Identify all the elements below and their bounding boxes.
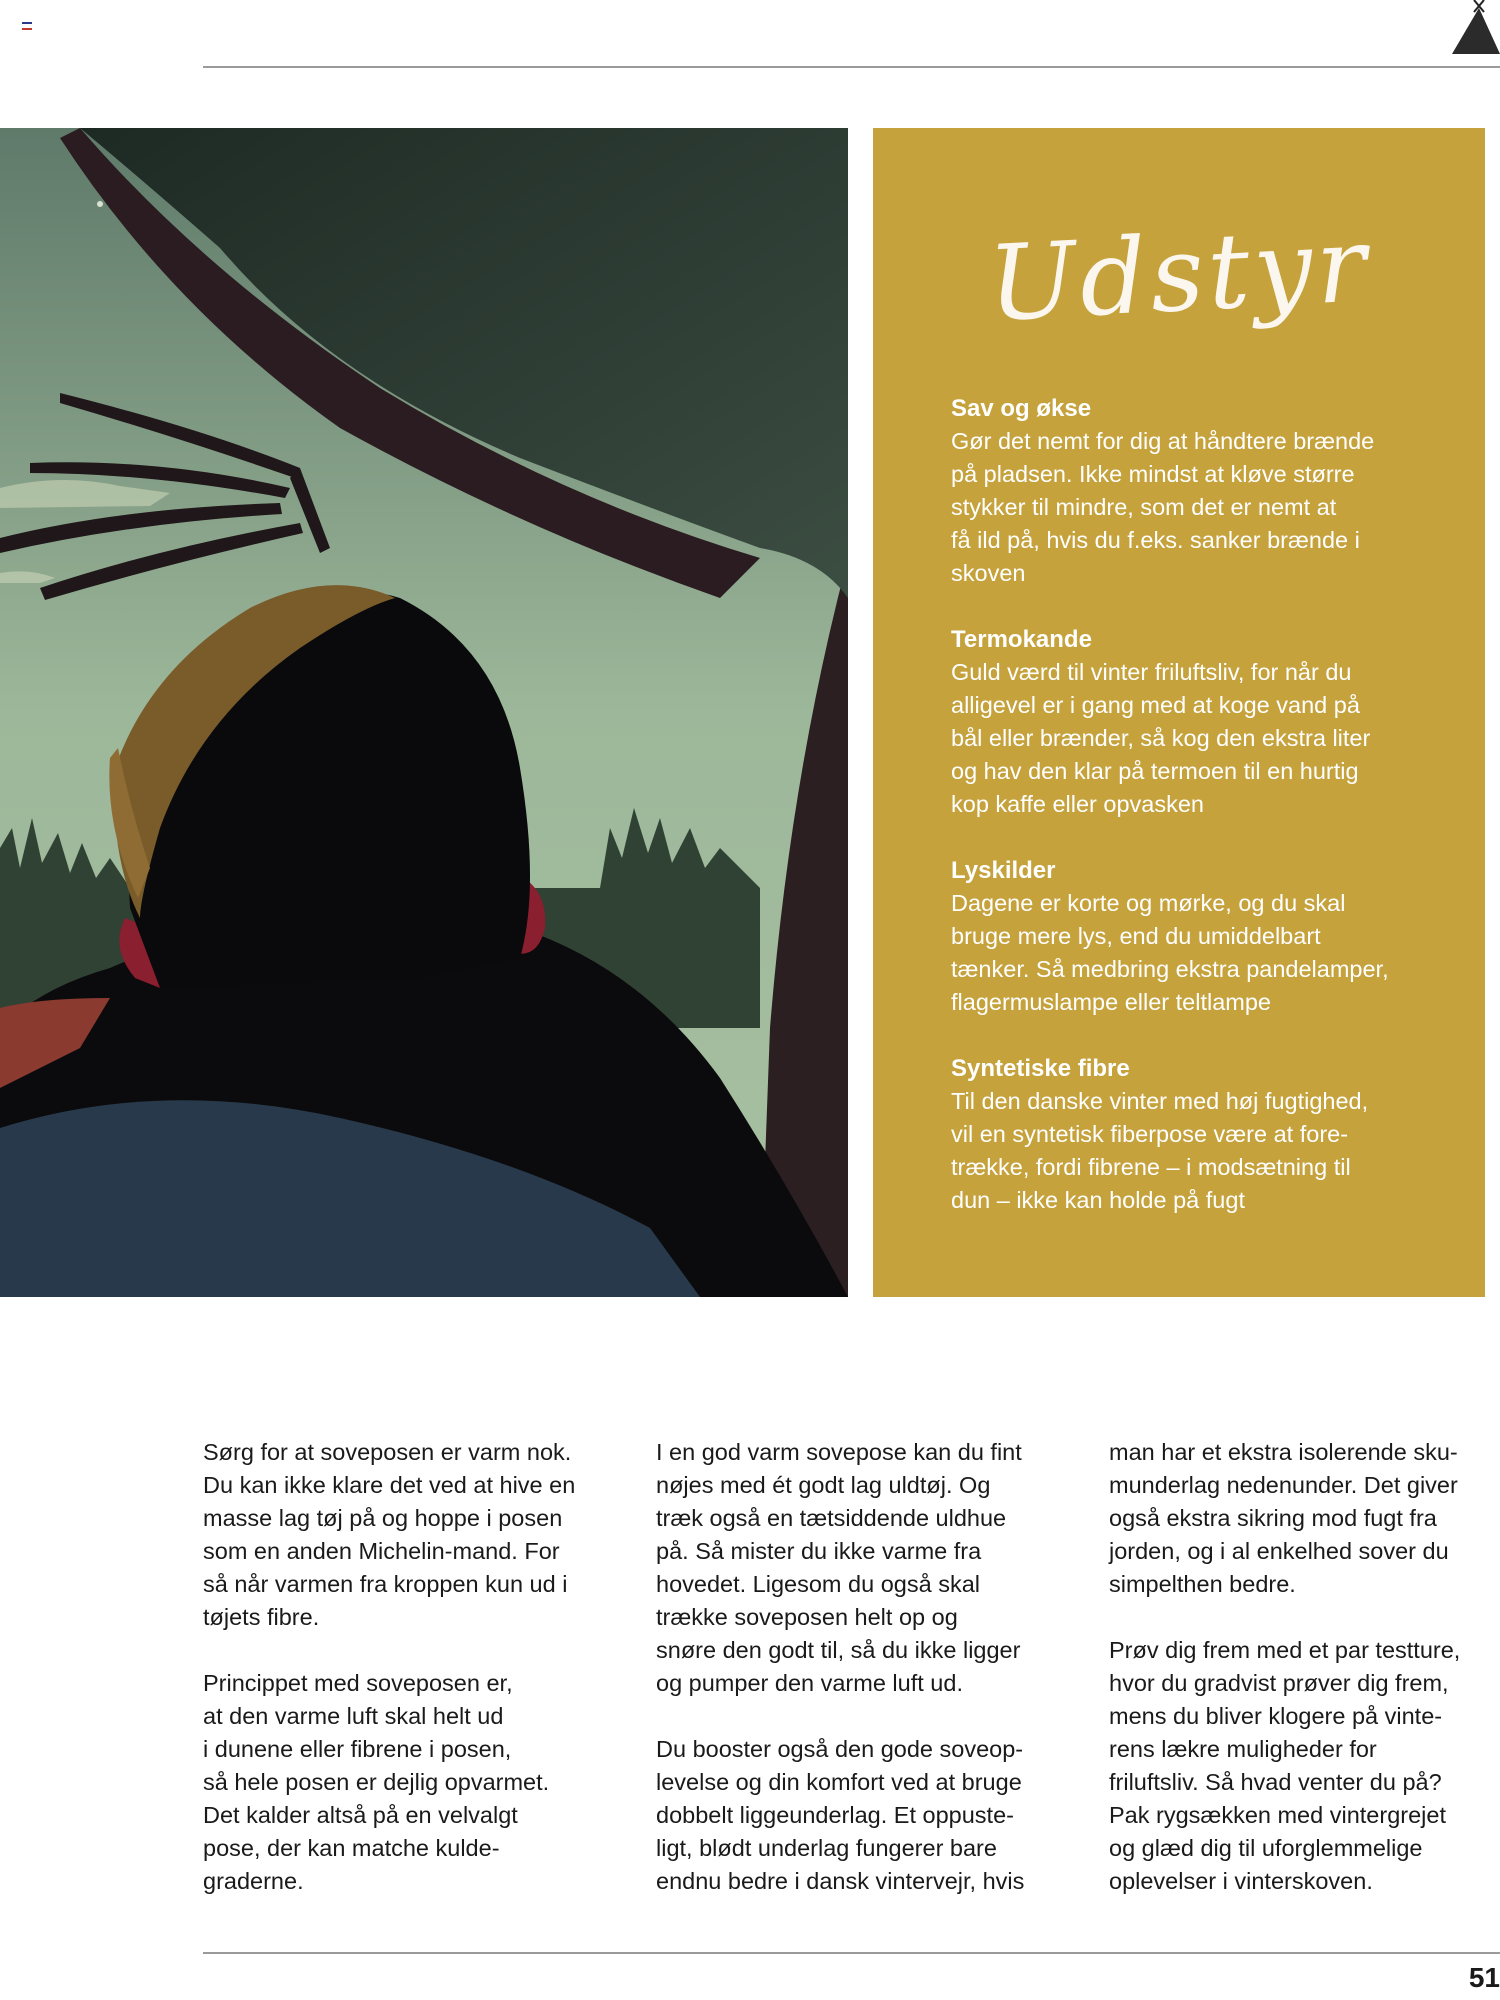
gear-box <box>873 128 1485 1297</box>
bottom-divider <box>203 1952 1500 1954</box>
body-paragraph: Sørg for at soveposen er varm nok. Du kan ikke klare det ved at hive en masse lag tøj på og hoppe i posen som en anden Michelin-mand. For så når varmen fra kroppen kun ud i tøjets fibre. <box>203 1439 576 1630</box>
body-column-1 <box>203 1436 603 1931</box>
hero-illustration <box>0 128 848 1297</box>
gear-item-body: Til den danske vinter med høj fugtighed, vil en syntetisk fiberpose være at fore- trække, fordi fibrene – i modsætning til dun – ikke kan holde på fugt <box>951 1088 1369 1213</box>
gear-item <box>951 1052 1451 1217</box>
gear-item-heading: Termokande <box>951 626 1092 653</box>
gear-item-heading: Lyskilder <box>951 857 1056 884</box>
body-paragraph: Du booster også den gode soveop- levelse og din komfort ved at bruge dobbelt liggeunderlag. Et oppuste- ligt, blødt underlag fungerer bare endnu bedre i dansk vintervejr, hvis <box>656 1736 1025 1894</box>
flag-icon <box>22 22 32 30</box>
gear-item-body: Guld værd til vinter friluftsliv, for når du alligevel er i gang med at koge vand på bål eller brænder, så kog den ekstra liter og hav den klar på termoen til en hurtig kop kaffe eller opvasken <box>951 659 1371 817</box>
gear-item-heading: Syntetiske fibre <box>951 1055 1130 1082</box>
tent-icon <box>1444 0 1500 56</box>
body-paragraph: Princippet med soveposen er, at den varme luft skal helt ud i dunene eller fibrene i posen, så hele posen er dejlig opvarmet. Det kalder altså på en velvalgt pose, der kan matche kulde- graderne. <box>203 1670 550 1894</box>
body-paragraph: Prøv dig frem med et par testture, hvor du gradvist prøver dig frem, mens du bliver klogere på vinte- rens lækre muligheder for friluftsliv. Så hvad venter du på? Pak rygsækken med vintergrejet og glæd dig til uforglemmelige oplevelser i vinterskoven. <box>1109 1637 1461 1894</box>
gear-item <box>951 623 1451 821</box>
gear-title: Udstyr <box>985 203 1373 345</box>
top-divider <box>203 66 1500 68</box>
gear-item-body: Dagene er korte og mørke, og du skal bruge mere lys, end du umiddelbart tænker. Så medbring ekstra pandelamper, flagermuslampe eller teltlampe <box>951 890 1389 1015</box>
body-paragraph: man har et ekstra isolerende sku- munderlag nedenunder. Det giver også ekstra sikring mod fugt fra jorden, og i al enkelhed sover du simpelthen bedre. <box>1109 1439 1458 1597</box>
gear-item-heading: Sav og økse <box>951 395 1092 422</box>
gear-list <box>951 392 1451 1250</box>
body-column-3 <box>1109 1436 1500 1931</box>
gear-item <box>951 392 1451 590</box>
body-column-2 <box>656 1436 1056 1931</box>
gear-item <box>951 854 1451 1019</box>
gear-item-body: Gør det nemt for dig at håndtere brænde på pladsen. Ikke mindst at kløve større stykker til mindre, som det er nemt at få ild på, hvis du f.eks. sanker brænde i skoven <box>951 428 1375 586</box>
body-paragraph: I en god varm sovepose kan du fint nøjes med ét godt lag uldtøj. Og træk også en tætsiddende uldhue på. Så mister du ikke varme fra hovedet. Ligesom du også skal trække soveposen helt op og snøre den godt til, så du ikke ligger og pumper den varme luft ud. <box>656 1439 1022 1696</box>
page-number: 51 <box>1468 1962 1500 1993</box>
